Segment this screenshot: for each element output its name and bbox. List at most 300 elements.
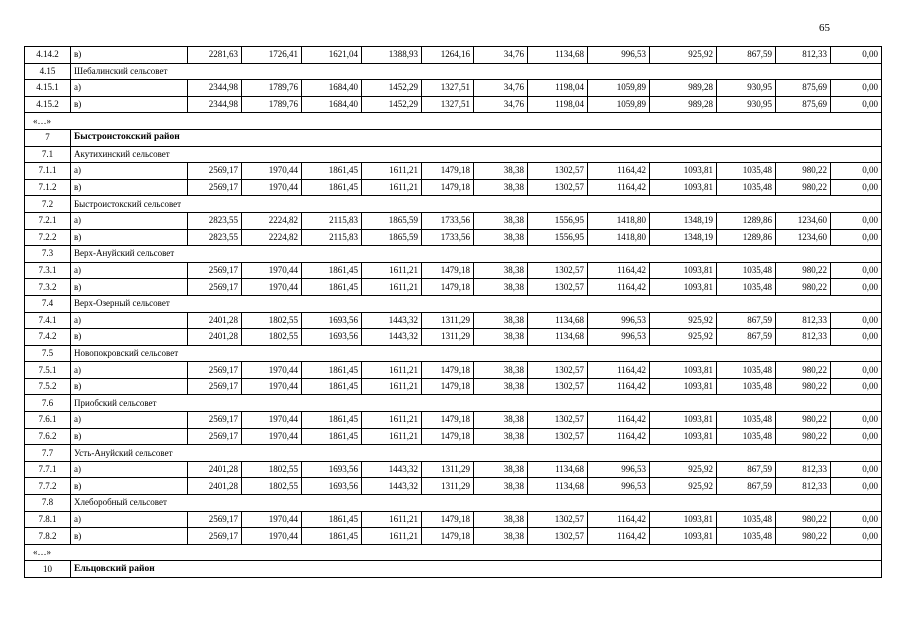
value-cell: 1035,48 bbox=[717, 378, 776, 395]
section-row bbox=[25, 246, 882, 263]
section-row bbox=[25, 395, 882, 412]
value-cell: 980,22 bbox=[776, 163, 831, 180]
value-cell: 1134,68 bbox=[528, 329, 588, 346]
value-cell: 925,92 bbox=[650, 329, 717, 346]
table-row bbox=[25, 428, 882, 445]
value-cell: 2823,55 bbox=[188, 229, 242, 246]
value-cell: 1302,57 bbox=[528, 163, 588, 180]
value-cell: 1327,51 bbox=[422, 96, 474, 113]
section-row bbox=[25, 345, 882, 362]
value-cell: 875,69 bbox=[776, 96, 831, 113]
value-cell: 2401,28 bbox=[188, 461, 242, 478]
row-label: в) bbox=[71, 279, 188, 296]
value-cell: 2401,28 bbox=[188, 329, 242, 346]
row-code: 7.5.1 bbox=[25, 362, 71, 379]
value-cell: 2115,83 bbox=[302, 229, 362, 246]
row-code: 7.8.2 bbox=[25, 528, 71, 545]
section-title: Приобский сельсовет bbox=[71, 395, 882, 412]
row-label: а) bbox=[71, 312, 188, 329]
value-cell: 980,22 bbox=[776, 428, 831, 445]
value-cell: 867,59 bbox=[717, 478, 776, 495]
value-cell: 1093,81 bbox=[650, 362, 717, 379]
section-code: 7.3 bbox=[25, 246, 71, 263]
value-cell: 1443,32 bbox=[362, 312, 422, 329]
value-cell: 925,92 bbox=[650, 312, 717, 329]
district-row bbox=[25, 129, 882, 146]
value-cell: 38,38 bbox=[474, 362, 528, 379]
elision-row bbox=[25, 113, 882, 130]
value-cell: 38,38 bbox=[474, 461, 528, 478]
table-row bbox=[25, 329, 882, 346]
value-cell: 1311,29 bbox=[422, 478, 474, 495]
value-cell: 1418,80 bbox=[588, 229, 650, 246]
value-cell: 1302,57 bbox=[528, 362, 588, 379]
value-cell: 1733,56 bbox=[422, 229, 474, 246]
value-cell: 1164,42 bbox=[588, 279, 650, 296]
value-cell: 980,22 bbox=[776, 179, 831, 196]
value-cell: 1684,40 bbox=[302, 80, 362, 97]
value-cell: 1302,57 bbox=[528, 179, 588, 196]
value-cell: 1164,42 bbox=[588, 412, 650, 429]
row-label: а) bbox=[71, 212, 188, 229]
value-cell: 0,00 bbox=[831, 96, 882, 113]
section-code: 7.6 bbox=[25, 395, 71, 412]
value-cell: 2401,28 bbox=[188, 312, 242, 329]
value-cell: 1479,18 bbox=[422, 362, 474, 379]
section-row bbox=[25, 63, 882, 80]
value-cell: 1611,21 bbox=[362, 362, 422, 379]
value-cell: 1164,42 bbox=[588, 511, 650, 528]
value-cell: 38,38 bbox=[474, 511, 528, 528]
value-cell: 1348,19 bbox=[650, 229, 717, 246]
value-cell: 1693,56 bbox=[302, 329, 362, 346]
value-cell: 1093,81 bbox=[650, 279, 717, 296]
value-cell: 1479,18 bbox=[422, 528, 474, 545]
value-cell: 1802,55 bbox=[242, 478, 302, 495]
value-cell: 2401,28 bbox=[188, 478, 242, 495]
value-cell: 1198,04 bbox=[528, 80, 588, 97]
value-cell: 1035,48 bbox=[717, 428, 776, 445]
value-cell: 996,53 bbox=[588, 47, 650, 64]
value-cell: 1970,44 bbox=[242, 362, 302, 379]
value-cell: 1164,42 bbox=[588, 528, 650, 545]
value-cell: 1611,21 bbox=[362, 163, 422, 180]
row-code: 7.5.2 bbox=[25, 378, 71, 395]
row-label: а) bbox=[71, 511, 188, 528]
value-cell: 1164,42 bbox=[588, 428, 650, 445]
value-cell: 1970,44 bbox=[242, 528, 302, 545]
value-cell: 1479,18 bbox=[422, 279, 474, 296]
section-code: 7.8 bbox=[25, 495, 71, 512]
value-cell: 812,33 bbox=[776, 47, 831, 64]
value-cell: 1164,42 bbox=[588, 163, 650, 180]
row-label: а) bbox=[71, 412, 188, 429]
value-cell: 34,76 bbox=[474, 80, 528, 97]
value-cell: 989,28 bbox=[650, 96, 717, 113]
value-cell: 1789,76 bbox=[242, 80, 302, 97]
value-cell: 1452,29 bbox=[362, 96, 422, 113]
value-cell: 1093,81 bbox=[650, 163, 717, 180]
value-cell: 1861,45 bbox=[302, 412, 362, 429]
value-cell: 1302,57 bbox=[528, 428, 588, 445]
value-cell: 1035,48 bbox=[717, 262, 776, 279]
row-label: в) bbox=[71, 528, 188, 545]
value-cell: 1093,81 bbox=[650, 179, 717, 196]
value-cell: 1861,45 bbox=[302, 528, 362, 545]
value-cell: 2569,17 bbox=[188, 362, 242, 379]
value-cell: 1059,89 bbox=[588, 80, 650, 97]
row-label: в) bbox=[71, 96, 188, 113]
value-cell: 1556,95 bbox=[528, 229, 588, 246]
value-cell: 38,38 bbox=[474, 212, 528, 229]
value-cell: 2569,17 bbox=[188, 428, 242, 445]
value-cell: 1035,48 bbox=[717, 279, 776, 296]
section-title: Быстроистокский сельсовет bbox=[71, 196, 882, 213]
row-code: 7.3.2 bbox=[25, 279, 71, 296]
value-cell: 930,95 bbox=[717, 96, 776, 113]
value-cell: 1479,18 bbox=[422, 412, 474, 429]
value-cell: 0,00 bbox=[831, 329, 882, 346]
row-code: 7.8.1 bbox=[25, 511, 71, 528]
value-cell: 1970,44 bbox=[242, 412, 302, 429]
value-cell: 1198,04 bbox=[528, 96, 588, 113]
table-row bbox=[25, 229, 882, 246]
value-cell: 1970,44 bbox=[242, 179, 302, 196]
value-cell: 1164,42 bbox=[588, 362, 650, 379]
value-cell: 1289,86 bbox=[717, 212, 776, 229]
value-cell: 0,00 bbox=[831, 528, 882, 545]
value-cell: 812,33 bbox=[776, 478, 831, 495]
row-label: в) bbox=[71, 478, 188, 495]
value-cell: 980,22 bbox=[776, 362, 831, 379]
value-cell: 1311,29 bbox=[422, 312, 474, 329]
value-cell: 2569,17 bbox=[188, 378, 242, 395]
value-cell: 875,69 bbox=[776, 80, 831, 97]
value-cell: 1789,76 bbox=[242, 96, 302, 113]
value-cell: 1621,04 bbox=[302, 47, 362, 64]
section-code: 4.15 bbox=[25, 63, 71, 80]
row-code: 4.14.2 bbox=[25, 47, 71, 64]
value-cell: 1861,45 bbox=[302, 179, 362, 196]
value-cell: 1970,44 bbox=[242, 378, 302, 395]
district-code: 10 bbox=[25, 561, 71, 578]
section-row bbox=[25, 196, 882, 213]
value-cell: 1302,57 bbox=[528, 528, 588, 545]
value-cell: 1693,56 bbox=[302, 312, 362, 329]
value-cell: 2569,17 bbox=[188, 262, 242, 279]
table-row bbox=[25, 163, 882, 180]
row-code: 7.7.2 bbox=[25, 478, 71, 495]
row-label: а) bbox=[71, 262, 188, 279]
value-cell: 1388,93 bbox=[362, 47, 422, 64]
value-cell: 0,00 bbox=[831, 428, 882, 445]
value-cell: 0,00 bbox=[831, 478, 882, 495]
value-cell: 996,53 bbox=[588, 312, 650, 329]
table-row bbox=[25, 478, 882, 495]
value-cell: 0,00 bbox=[831, 179, 882, 196]
value-cell: 1861,45 bbox=[302, 378, 362, 395]
value-cell: 1164,42 bbox=[588, 262, 650, 279]
value-cell: 1611,21 bbox=[362, 428, 422, 445]
value-cell: 2344,98 bbox=[188, 96, 242, 113]
value-cell: 1452,29 bbox=[362, 80, 422, 97]
table-row bbox=[25, 179, 882, 196]
row-code: 7.6.2 bbox=[25, 428, 71, 445]
value-cell: 0,00 bbox=[831, 212, 882, 229]
value-cell: 867,59 bbox=[717, 461, 776, 478]
value-cell: 1035,48 bbox=[717, 412, 776, 429]
value-cell: 1802,55 bbox=[242, 312, 302, 329]
value-cell: 1311,29 bbox=[422, 461, 474, 478]
section-title: Шебалинский сельсовет bbox=[71, 63, 882, 80]
section-title: Верх-Озерный сельсовет bbox=[71, 295, 882, 312]
value-cell: 0,00 bbox=[831, 511, 882, 528]
value-cell: 2569,17 bbox=[188, 412, 242, 429]
row-label: в) bbox=[71, 428, 188, 445]
value-cell: 2344,98 bbox=[188, 80, 242, 97]
value-cell: 1479,18 bbox=[422, 163, 474, 180]
table-row bbox=[25, 362, 882, 379]
value-cell: 1093,81 bbox=[650, 511, 717, 528]
table-row bbox=[25, 279, 882, 296]
value-cell: 2115,83 bbox=[302, 212, 362, 229]
tariff-table bbox=[24, 46, 882, 578]
table-row bbox=[25, 378, 882, 395]
row-code: 4.15.2 bbox=[25, 96, 71, 113]
table-row bbox=[25, 528, 882, 545]
value-cell: 2569,17 bbox=[188, 163, 242, 180]
value-cell: 1311,29 bbox=[422, 329, 474, 346]
value-cell: 1726,41 bbox=[242, 47, 302, 64]
value-cell: 0,00 bbox=[831, 312, 882, 329]
table-row bbox=[25, 212, 882, 229]
value-cell: 38,38 bbox=[474, 262, 528, 279]
elision-row bbox=[25, 544, 882, 561]
section-title: Новопокровский сельсовет bbox=[71, 345, 882, 362]
section-row bbox=[25, 146, 882, 163]
section-title: Хлеборобный сельсовет bbox=[71, 495, 882, 512]
table-row bbox=[25, 80, 882, 97]
value-cell: 2569,17 bbox=[188, 511, 242, 528]
value-cell: 2224,82 bbox=[242, 229, 302, 246]
value-cell: 980,22 bbox=[776, 279, 831, 296]
value-cell: 1134,68 bbox=[528, 478, 588, 495]
value-cell: 980,22 bbox=[776, 412, 831, 429]
value-cell: 38,38 bbox=[474, 428, 528, 445]
section-row bbox=[25, 495, 882, 512]
table-row bbox=[25, 262, 882, 279]
table-row bbox=[25, 461, 882, 478]
value-cell: 1611,21 bbox=[362, 511, 422, 528]
district-code: 7 bbox=[25, 129, 71, 146]
value-cell: 1134,68 bbox=[528, 47, 588, 64]
value-cell: 996,53 bbox=[588, 478, 650, 495]
table-row bbox=[25, 511, 882, 528]
value-cell: 1865,59 bbox=[362, 212, 422, 229]
section-code: 7.7 bbox=[25, 445, 71, 462]
value-cell: 925,92 bbox=[650, 47, 717, 64]
row-code: 7.4.1 bbox=[25, 312, 71, 329]
value-cell: 867,59 bbox=[717, 47, 776, 64]
value-cell: 0,00 bbox=[831, 279, 882, 296]
value-cell: 930,95 bbox=[717, 80, 776, 97]
value-cell: 1861,45 bbox=[302, 511, 362, 528]
row-label: в) bbox=[71, 329, 188, 346]
value-cell: 0,00 bbox=[831, 412, 882, 429]
value-cell: 1093,81 bbox=[650, 378, 717, 395]
district-title: Ельцовский район bbox=[71, 561, 882, 578]
value-cell: 980,22 bbox=[776, 262, 831, 279]
value-cell: 1093,81 bbox=[650, 528, 717, 545]
value-cell: 1035,48 bbox=[717, 163, 776, 180]
row-label: в) bbox=[71, 378, 188, 395]
value-cell: 0,00 bbox=[831, 163, 882, 180]
value-cell: 1611,21 bbox=[362, 179, 422, 196]
table-body bbox=[25, 47, 882, 578]
section-code: 7.5 bbox=[25, 345, 71, 362]
value-cell: 1611,21 bbox=[362, 279, 422, 296]
value-cell: 1164,42 bbox=[588, 179, 650, 196]
value-cell: 812,33 bbox=[776, 461, 831, 478]
value-cell: 2569,17 bbox=[188, 528, 242, 545]
value-cell: 1134,68 bbox=[528, 461, 588, 478]
row-code: 7.1.2 bbox=[25, 179, 71, 196]
value-cell: 1134,68 bbox=[528, 312, 588, 329]
row-label: а) bbox=[71, 80, 188, 97]
value-cell: 1733,56 bbox=[422, 212, 474, 229]
value-cell: 1970,44 bbox=[242, 428, 302, 445]
row-label: в) bbox=[71, 179, 188, 196]
row-label: а) bbox=[71, 461, 188, 478]
section-title: Верх-Ануйский сельсовет bbox=[71, 246, 882, 263]
value-cell: 1093,81 bbox=[650, 428, 717, 445]
value-cell: 38,38 bbox=[474, 329, 528, 346]
value-cell: 1970,44 bbox=[242, 163, 302, 180]
value-cell: 34,76 bbox=[474, 96, 528, 113]
value-cell: 1035,48 bbox=[717, 362, 776, 379]
section-title: Акутихинский сельсовет bbox=[71, 146, 882, 163]
value-cell: 1443,32 bbox=[362, 478, 422, 495]
value-cell: 1693,56 bbox=[302, 478, 362, 495]
value-cell: 1970,44 bbox=[242, 279, 302, 296]
section-title: Усть-Ануйский сельсовет bbox=[71, 445, 882, 462]
section-code: 7.4 bbox=[25, 295, 71, 312]
value-cell: 0,00 bbox=[831, 362, 882, 379]
value-cell: 1802,55 bbox=[242, 461, 302, 478]
table-row bbox=[25, 96, 882, 113]
value-cell: 1479,18 bbox=[422, 511, 474, 528]
row-code: 7.3.1 bbox=[25, 262, 71, 279]
value-cell: 1327,51 bbox=[422, 80, 474, 97]
value-cell: 996,53 bbox=[588, 461, 650, 478]
value-cell: 1059,89 bbox=[588, 96, 650, 113]
value-cell: 867,59 bbox=[717, 329, 776, 346]
table-row bbox=[25, 312, 882, 329]
row-code: 7.2.2 bbox=[25, 229, 71, 246]
value-cell: 0,00 bbox=[831, 262, 882, 279]
row-code: 7.1.1 bbox=[25, 163, 71, 180]
value-cell: 1302,57 bbox=[528, 511, 588, 528]
value-cell: 38,38 bbox=[474, 179, 528, 196]
value-cell: 38,38 bbox=[474, 478, 528, 495]
value-cell: 1611,21 bbox=[362, 412, 422, 429]
value-cell: 0,00 bbox=[831, 461, 882, 478]
value-cell: 1479,18 bbox=[422, 179, 474, 196]
value-cell: 1035,48 bbox=[717, 511, 776, 528]
row-label: в) bbox=[71, 229, 188, 246]
section-code: 7.2 bbox=[25, 196, 71, 213]
value-cell: 1611,21 bbox=[362, 528, 422, 545]
value-cell: 1611,21 bbox=[362, 262, 422, 279]
value-cell: 1443,32 bbox=[362, 329, 422, 346]
value-cell: 1684,40 bbox=[302, 96, 362, 113]
section-code: 7.1 bbox=[25, 146, 71, 163]
value-cell: 1035,48 bbox=[717, 179, 776, 196]
value-cell: 1693,56 bbox=[302, 461, 362, 478]
value-cell: 38,38 bbox=[474, 528, 528, 545]
value-cell: 1611,21 bbox=[362, 378, 422, 395]
value-cell: 1302,57 bbox=[528, 279, 588, 296]
value-cell: 1865,59 bbox=[362, 229, 422, 246]
row-code: 7.2.1 bbox=[25, 212, 71, 229]
value-cell: 2569,17 bbox=[188, 179, 242, 196]
row-code: 7.4.2 bbox=[25, 329, 71, 346]
row-label: а) bbox=[71, 163, 188, 180]
elision-mark: «…» bbox=[25, 113, 882, 130]
value-cell: 812,33 bbox=[776, 312, 831, 329]
table-row bbox=[25, 412, 882, 429]
value-cell: 38,38 bbox=[474, 279, 528, 296]
value-cell: 1861,45 bbox=[302, 362, 362, 379]
value-cell: 1234,60 bbox=[776, 212, 831, 229]
district-row bbox=[25, 561, 882, 578]
value-cell: 1970,44 bbox=[242, 511, 302, 528]
value-cell: 1443,32 bbox=[362, 461, 422, 478]
value-cell: 1289,86 bbox=[717, 229, 776, 246]
value-cell: 0,00 bbox=[831, 80, 882, 97]
value-cell: 1093,81 bbox=[650, 262, 717, 279]
value-cell: 925,92 bbox=[650, 478, 717, 495]
value-cell: 1302,57 bbox=[528, 412, 588, 429]
value-cell: 0,00 bbox=[831, 229, 882, 246]
value-cell: 38,38 bbox=[474, 412, 528, 429]
value-cell: 1861,45 bbox=[302, 279, 362, 296]
value-cell: 1802,55 bbox=[242, 329, 302, 346]
value-cell: 980,22 bbox=[776, 511, 831, 528]
value-cell: 1479,18 bbox=[422, 428, 474, 445]
value-cell: 1264,16 bbox=[422, 47, 474, 64]
value-cell: 1348,19 bbox=[650, 212, 717, 229]
value-cell: 2224,82 bbox=[242, 212, 302, 229]
row-code: 4.15.1 bbox=[25, 80, 71, 97]
value-cell: 1479,18 bbox=[422, 262, 474, 279]
value-cell: 2569,17 bbox=[188, 279, 242, 296]
value-cell: 980,22 bbox=[776, 528, 831, 545]
value-cell: 38,38 bbox=[474, 312, 528, 329]
value-cell: 1418,80 bbox=[588, 212, 650, 229]
value-cell: 1970,44 bbox=[242, 262, 302, 279]
value-cell: 812,33 bbox=[776, 329, 831, 346]
value-cell: 925,92 bbox=[650, 461, 717, 478]
section-row bbox=[25, 295, 882, 312]
value-cell: 1861,45 bbox=[302, 428, 362, 445]
value-cell: 1164,42 bbox=[588, 378, 650, 395]
value-cell: 2823,55 bbox=[188, 212, 242, 229]
value-cell: 1035,48 bbox=[717, 528, 776, 545]
value-cell: 38,38 bbox=[474, 378, 528, 395]
value-cell: 34,76 bbox=[474, 47, 528, 64]
row-code: 7.6.1 bbox=[25, 412, 71, 429]
